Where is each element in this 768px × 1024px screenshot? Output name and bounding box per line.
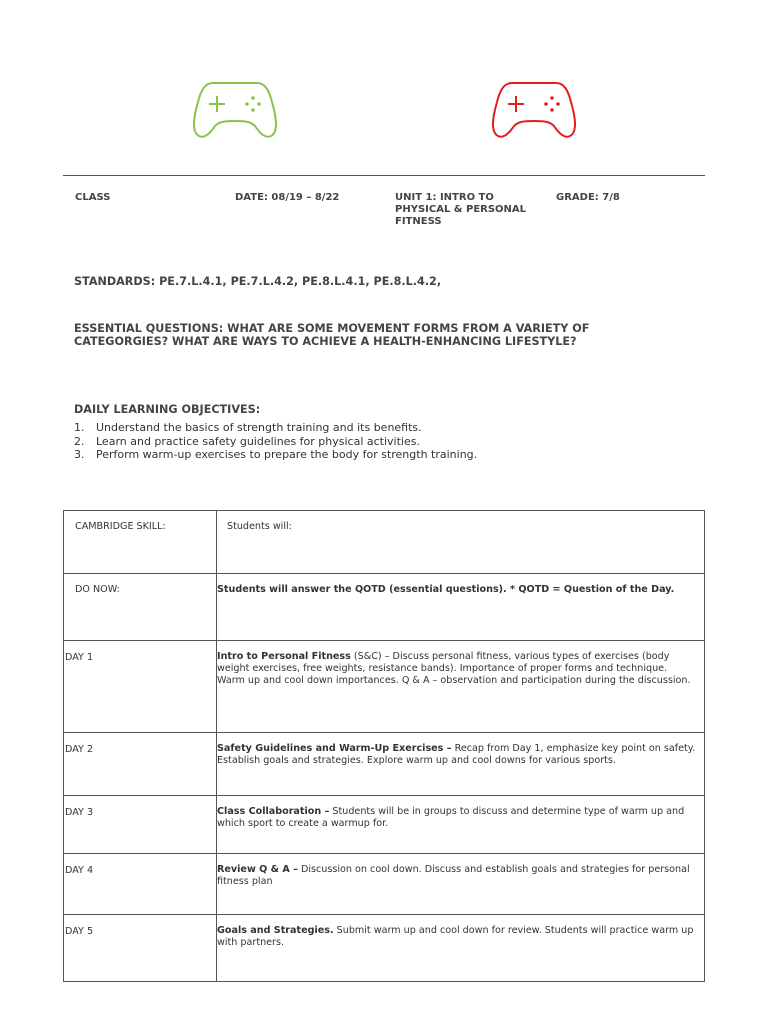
objectives-title: DAILY LEARNING OBJECTIVES:: [74, 403, 261, 416]
standards: STANDARDS: PE.7.L.4.1, PE.7.L.4.2, PE.8.L.4.1, PE.8.L.4.2,: [74, 275, 442, 288]
table-row: [64, 641, 705, 733]
do-now-text: Students will answer the QOTD (essential questions). * QOTD = Question of the Day.: [217, 584, 675, 595]
unit-label: UNIT 1: INTRO TO PHYSICAL & PERSONAL FITNESS: [395, 192, 527, 227]
table-row: [64, 733, 705, 796]
table-row: [64, 511, 705, 574]
table-row: [64, 915, 705, 982]
day-description: Goals and Strategies. Submit warm up and cool down for review. Students will practice warm up with partners.: [217, 925, 694, 948]
cambridge-skill-label: CAMBRIDGE SKILL:: [75, 521, 166, 532]
table-row: [64, 796, 705, 854]
list-item: 2. Learn and practice safety guidelines for physical activities.: [74, 434, 420, 448]
date-label: DATE: 08/19 – 8/22: [235, 192, 340, 203]
day-description: Safety Guidelines and Warm-Up Exercises – Recap from Day 1, emphasize key point on safety. Establish goals and strategies. Explore warm up and cool downs for various sports.: [217, 743, 696, 766]
day-description: Review Q & A – Discussion on cool down. Discuss and establish goals and strategies for personal fitness plan: [217, 864, 690, 887]
class-label: CLASS: [75, 192, 111, 203]
lesson-plan-table: [63, 510, 705, 982]
day-description: Intro to Personal Fitness (S&C) – Discuss personal fitness, various types of exercises (body weight exercises, free weights, resistance bands). Importance of proper forms and technique. Warm up and cool down importances. Q & A – observation and participation during the discussion.: [217, 651, 691, 686]
day-description: Class Collaboration – Students will be in groups to discuss and determine type of warm up and which sport to create a warmup for.: [217, 806, 685, 829]
day-label: DAY 4: [65, 865, 94, 876]
header-divider: [63, 175, 705, 176]
table-row: [64, 574, 705, 641]
day-label: DAY 5: [65, 926, 94, 937]
day-label: DAY 3: [65, 807, 94, 818]
list-item: 3. Perform warm-up exercises to prepare the body for strength training.: [74, 448, 478, 461]
cambridge-skill-text: Students will:: [227, 521, 292, 532]
objectives-list: [74, 421, 477, 462]
table-row: [64, 854, 705, 915]
gamepad-icon: [492, 80, 576, 140]
do-now-label: DO NOW:: [75, 584, 120, 595]
day-label: DAY 2: [65, 744, 94, 755]
essential-questions: ESSENTIAL QUESTIONS: WHAT ARE SOME MOVEMENT FORMS FROM A VARIETY OF CATEGORGIES? WHAT ARE WAYS TO ACHIEVE A HEALTH-ENHANCING LIFESTYLE?: [74, 322, 590, 348]
day-label: DAY 1: [65, 652, 94, 663]
gamepad-icon: [193, 80, 277, 140]
list-item: 1. Understand the basics of strength training and its benefits.: [74, 421, 422, 434]
grade-label: GRADE: 7/8: [556, 192, 620, 203]
